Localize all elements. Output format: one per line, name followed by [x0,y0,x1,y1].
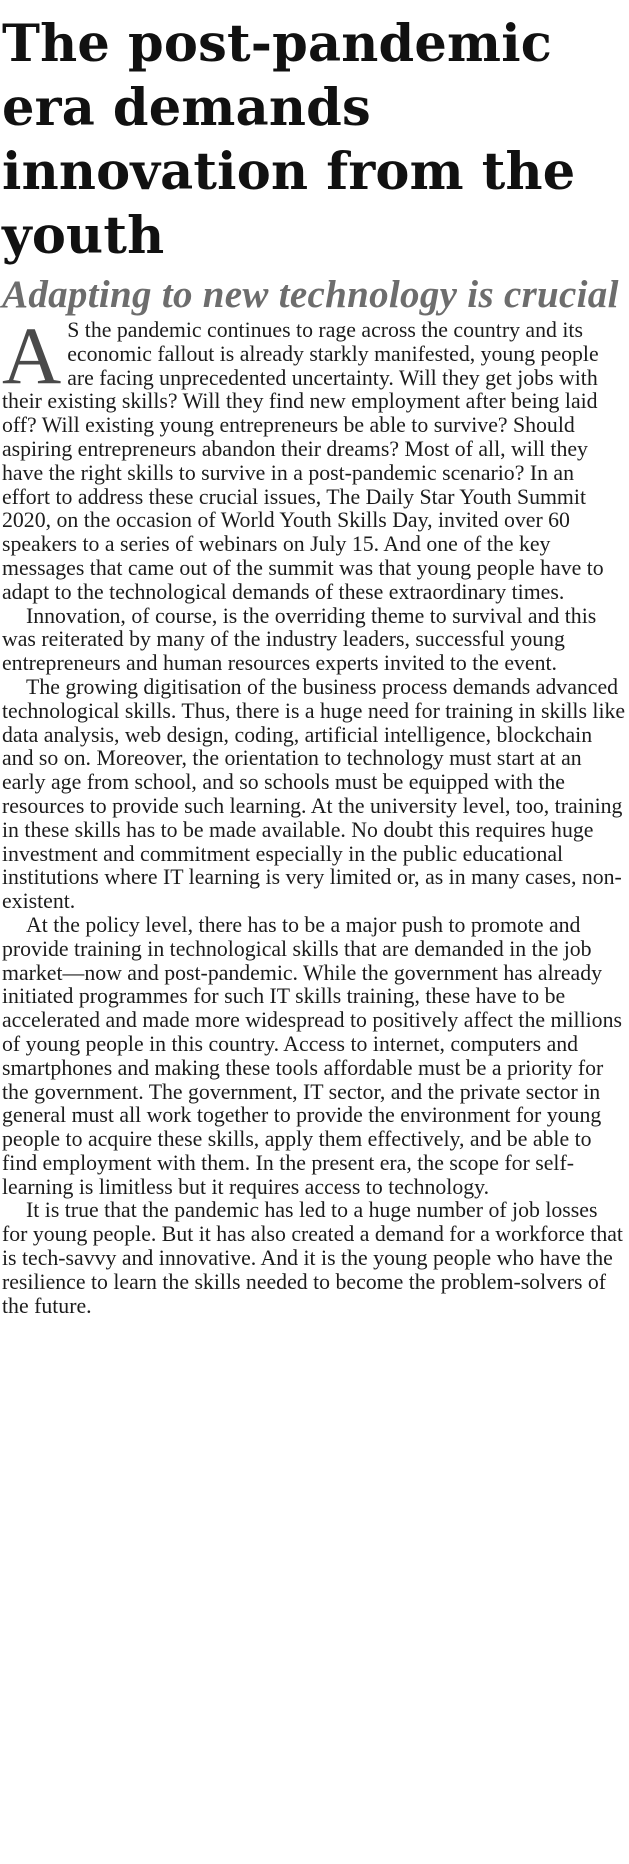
subheadline: Adapting to new technology is crucial [2,273,619,316]
paragraph-1 [2,310,627,605]
headline: The post-pandemic era demands innovation from the youth [2,14,576,266]
paragraph-text: S the pandemic continues to rage across the country and its economic fallout is already starkly manifested, young people are facing unprecedented uncertainty. Will they get jobs with their existing skills? Will they find new employment after being laid off? Will existing young entrepreneurs be able to survive? Should aspiring entrepreneurs abandon their dreams? Most of all, will they have the right skills to survive in a post-pandemic scenario? In an effort to address these crucial issues, The Daily Star Youth Summit 2020, on the occasion of World Youth Skills Day, invited over 60 speakers to a series of webinars on July 15. And one of the key messages that came out of the summit was that young people have to adapt to the technological demands of these extraordinary times. [2,318,604,604]
drop-cap: A [2,310,62,401]
paragraph-3: The growing digitisation of the business process demands advanced technological skills. Thus, there is a huge need for training in skills like data analysis, web design, coding, artificial intelligence, blockchain and so on. Moreover, the orientation to technology must start at an early age from school, and so schools must be equipped with the resources to provide such learning. At the university level, too, training in these skills has to be made available. No doubt this requires huge investment and commitment especially in the public educational institutions where IT learning is very limited or, as in many cases, non-existent. [2,674,626,914]
paragraph-2: Innovation, of course, is the overriding theme to survival and this was reiterated by many of the industry leaders, successful young entrepreneurs and human resources experts invited to the event. [2,603,597,676]
paragraph-4: At the policy level, there has to be a major push to promote and provide training in technological skills that are demanded in the job market—now and post-pandemic. While the government has already initiated programmes for such IT skills training, these have to be accelerated and made more widespread to positively affect the millions of young people in this country. Access to internet, computers and smartphones and making these tools affordable must be a priority for the government. The government, IT sector, and the private sector in general must all work together to provide the environment for young people to acquire these skills, apply them effectively, and be able to find employment with them. In the present era, the scope for self-learning is limitless but it requires access to technology. [2,912,622,1199]
article-body [2,310,627,1318]
paragraph-5: It is true that the pandemic has led to a huge number of job losses for young people. But it has also created a demand for a workforce that is tech-savvy and innovative. And it is the young people who have the resilience to learn the skills needed to become the problem-solvers of the future. [2,1198,623,1318]
